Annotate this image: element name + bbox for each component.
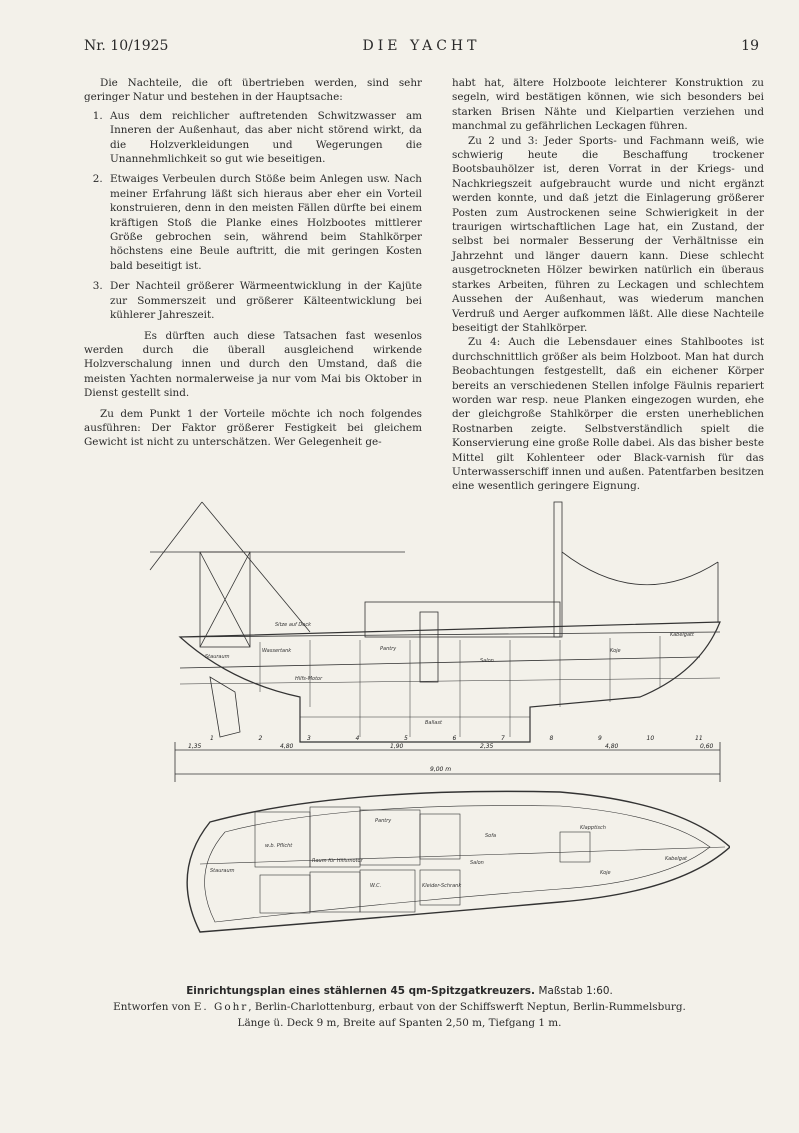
station-number: 10 (646, 735, 655, 742)
station-number: 11 (695, 735, 703, 742)
paragraph: Es dürften auch diese Tatsachen fast wesenlos werden durch die überall ausgleichend wirkende Holzverschalung innen und durch den Umstand, daß die meisten Yachten normalerweise ja nur vom Mai bis Oktober in Dienst gestellt sind. (84, 329, 422, 400)
paragraph: Zu 4: Auch die Lebensdauer eines Stahlbootes ist durchschnittlich größer als beim Holzboot. Man hat durch Beobachtungen festgestellt, daß ein eichener Körper bereits an verschiedenen Stellen infolge Fäulnis repariert worden war resp. neue Planken eingezogen wurden, ehe der gleichgroße Stahlkörper die ersten unerheblichen Rostnarben zeigte. Selbstverständlich spielt die Konservierung eine große Rolle dabei. Als das bisher beste Mittel gilt Kohlenteer oder Black-varnish für das Unterwasserschiff innen und außen. Patentfarben besitzen eine wesentlich geringere Eignung. (452, 336, 764, 493)
caption-credits (60, 999, 739, 1015)
label-ballast: Ballast (425, 720, 442, 726)
yacht-plan-svg (140, 492, 730, 957)
caption-title-line (60, 983, 739, 999)
caption-credit-suffix: , Berlin-Charlottenburg, erbaut von der Schiffswerft Neptun, Berlin-Rummelsburg. (248, 1001, 686, 1013)
left-column (84, 76, 422, 450)
station-number: 5 (404, 735, 408, 742)
mast-aft (554, 502, 562, 637)
dimension-total: 9,00 m (430, 766, 452, 773)
label-kabelgat: Kabelgatt (670, 632, 694, 638)
paragraph: Zu 2 und 3: Jeder Sports- und Fachmann weiß, wie schwierig heute die Beschaffung trockener Bootsbauhölzer ist, deren Vorrat in der Kriegs- und Nachkriegszeit aufgebraucht wurde und nicht ergänzt werden konnte, und daß jetzt die Einlagerung größerer Posten zum Austrockenen seine Schwierigkeit in der traurigen wirtschaftlichen Lage hat, ein Zustand, der selbst bei normaler Besserung der Verhältnisse ein Jahrzehnt und länger dauern kann. Diese schlecht ausgetrockneten Hölzer bewirken natürlich ein überaus starkes Arbeiten, führen zu Leckagen und schlechtem Aussehen der Außenhaut, was wiederum manchen Verdruß und Aerger aufkommen läßt. Alle diese Nachteile beseitigt der Stahlkörper. (452, 134, 764, 334)
label-sitze: Sitze auf Deck (275, 622, 311, 628)
plan-label-stauraum: Stauraum (210, 868, 235, 874)
disadvantage-list (84, 109, 422, 323)
page-header (84, 38, 759, 62)
plan-label-koje: Koje (600, 870, 611, 876)
dimension-label: 1,35 (188, 743, 202, 750)
plan-label-wb: w.b. Pflicht (265, 843, 293, 849)
boom-line (150, 502, 202, 570)
paragraph: habt hat, ältere Holzboote leichterer Konstruktion zu segeln, wird bestätigen können, wie sich besonders bei starken Brisen Nähte und Kielpartien verziehen und manchmal zu gefährlichen Leckagen führen. (452, 77, 764, 133)
plan-label-pantry: Pantry (375, 818, 392, 824)
deckhouse (365, 602, 560, 637)
plan-label-kabelgat: Kabelgat (665, 856, 688, 862)
paragraph-intro: Die Nachteile, die oft übertrieben werden, sind sehr geringer Natur und bestehen in der Hauptsache: (84, 77, 422, 104)
label-koje: Koje (610, 648, 621, 654)
plan-label-wc: W.C. (370, 883, 382, 889)
caption-credit-prefix: Entworfen von (113, 1001, 194, 1013)
list-item: 1. Aus dem reichlicher auftretenden Schwitzwasser am Inneren der Außenhaut, das aber nicht störend wirkt, da die Holzverkleidungen und Wegerungen die Unannehmlichkeit so gut wie beseitigen. (106, 109, 422, 167)
label-motor: Hilfs-Motor (295, 676, 323, 682)
caption-designer: E. Gohr (193, 1001, 249, 1013)
station-number: 3 (307, 735, 311, 742)
profile-hull (180, 622, 720, 742)
yacht-plan-drawing (140, 492, 730, 957)
paragraph: Zu dem Punkt 1 der Vorteile möchte ich noch folgendes ausführen: Der Faktor größerer Festigkeit bei gleichem Gewicht ist nicht zu unterschätzen. Wer Gelegenheit ge- (84, 407, 422, 449)
plan-label-raum-motor: Raum für Hilfsmotor (312, 858, 363, 864)
label-wasser: Wassertank (262, 648, 292, 654)
caption-title: Einrichtungsplan eines stählernen 45 qm-Spitzgatkreuzers. (186, 985, 535, 997)
dimension-label: 4,80 (605, 743, 619, 750)
station-numbers (210, 735, 703, 742)
dimension-label: 2,35 (480, 743, 494, 750)
station-number: 2 (258, 735, 263, 742)
station-number: 4 (355, 735, 360, 742)
plan-label-klapptisch: Klapptisch (580, 825, 606, 831)
forestay (562, 552, 718, 585)
station-number: 9 (598, 735, 602, 742)
journal-title: DIE YACHT (362, 38, 481, 54)
plan-label-kleider: Kleider-Schrank (422, 883, 462, 889)
figure-caption (60, 983, 739, 1031)
list-item: 2. Etwaiges Verbeulen durch Stöße beim Anlegen usw. Nach meiner Erfahrung läßt sich hieraus aber eher ein Vorteil konstruieren, denn in den meisten Fällen dürfte bei einem kräftigen Stoß die Planke eines Holzbootes mittlerer Größe gebrochen sein, während beim Stahlkörper höchstens eine Beule auftritt, die mit geringen Kosten bald beseitigt ist. (106, 172, 422, 273)
station-number: 6 (452, 735, 457, 742)
rudder (210, 677, 240, 737)
list-item: 3. Der Nachteil größerer Wärmeentwicklung in der Kajüte zur Sommerszeit und größerer Kälteentwicklung bei kühlerer Jahreszeit. (106, 279, 422, 322)
station-number: 8 (549, 735, 554, 742)
caption-scale: Maßstab 1:60. (538, 985, 613, 997)
station-number: 7 (501, 735, 505, 742)
plan-label-salon: Salon (470, 860, 484, 866)
caption-dimensions: Länge ü. Deck 9 m, Breite auf Spanten 2,50 m, Tiefgang 1 m. (237, 1017, 562, 1029)
label-stauraum: Stauraum (205, 654, 230, 660)
issue-number: Nr. 10/1925 (84, 38, 169, 54)
station-number: 1 (210, 735, 214, 742)
plan-label-sofa: Sofa (485, 833, 497, 839)
label-salon: Salon (480, 658, 494, 664)
right-column (452, 76, 764, 494)
dimension-label: 4,80 (280, 743, 294, 750)
label-pantry: Pantry (380, 646, 397, 652)
dimension-label: 1,90 (390, 743, 404, 750)
dimension-label: 0,60 (700, 743, 714, 750)
page-number: 19 (741, 38, 759, 54)
